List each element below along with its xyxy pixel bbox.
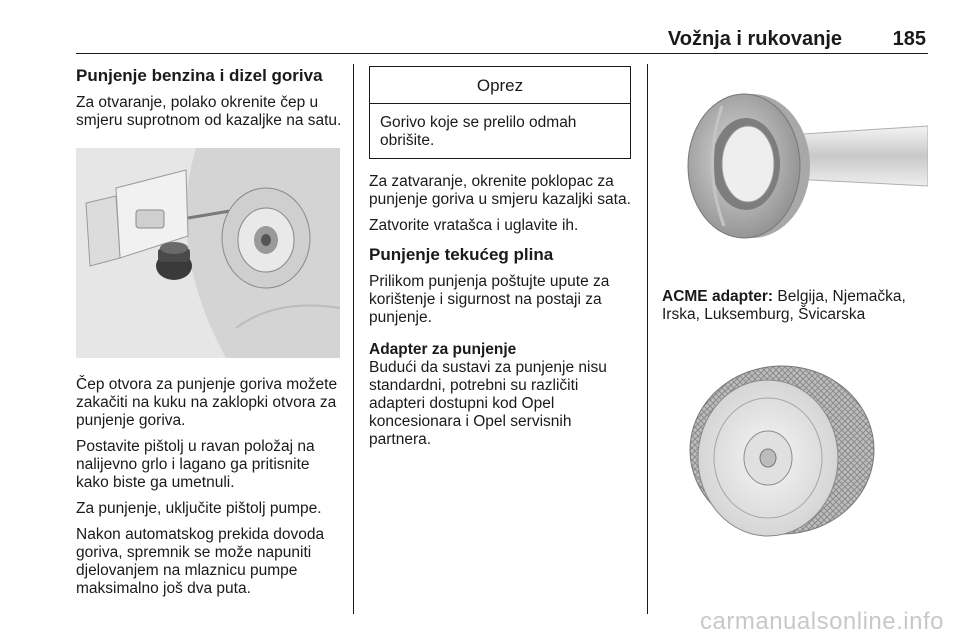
paragraph: Nakon automatskog prekida dovoda goriva, spremnik se može napuniti djelovanjem na mlaznicu pumpe maksimalno još dva puta.	[76, 526, 325, 597]
paragraph: Za zatvaranje, okrenite poklopac za punjenje goriva u smjeru kazaljki sata.	[369, 173, 631, 208]
page-number: 185	[892, 28, 926, 50]
section-title: Vožnja i rukovanje	[667, 28, 842, 50]
knurled-adapter-image	[662, 340, 928, 560]
column-divider	[353, 64, 354, 614]
paragraph: Prilikom punjenja poštujte upute za korištenje i sigurnost na postaji za punjenje.	[369, 273, 610, 326]
acme-adapter-illustration	[662, 66, 928, 276]
watermark: carmanualsonline.info	[700, 608, 944, 635]
subheading: Adapter za punjenje	[369, 341, 517, 358]
paragraph: Zatvorite vratašca i uglavite ih.	[369, 217, 579, 234]
section-heading: Punjenje tekućeg plina	[369, 245, 554, 264]
caution-title: Oprez	[370, 67, 630, 104]
caution-box	[369, 66, 631, 159]
caption-text: Belgija, Njemačka, Irska, Luksemburg, Švicarska	[662, 288, 906, 323]
column-right	[662, 66, 928, 560]
paragraph: Budući da sustavi za punjenje nisu standardni, potrebni su različiti adapteri dostupni kod Opel koncesionara i Opel servisnih partnera.	[369, 359, 607, 448]
caption-label: ACME adapter:	[662, 288, 774, 305]
paragraph: Postavite pištolj u ravan položaj na nalijevno grlo i lagano ga pritisnite kako biste ga umetnuli.	[76, 438, 315, 491]
paragraph: Za punjenje, uključite pištolj pumpe.	[76, 500, 322, 517]
paragraph: Za otvaranje, polako okrenite čep u smjeru suprotnom od kazaljke na satu.	[76, 94, 342, 129]
column-middle	[369, 66, 635, 457]
column-divider	[647, 64, 648, 614]
column-left	[76, 66, 342, 606]
fuel-cap-illustration	[76, 148, 340, 358]
acme-adapter-image	[662, 66, 928, 276]
figure-caption	[662, 288, 928, 324]
paragraph: Čep otvora za punjenje goriva možete zakačiti na kuku na zaklopki otvora za punjenje goriva.	[76, 376, 338, 429]
header-rule	[76, 53, 928, 54]
page-header	[76, 26, 928, 54]
fuel-filler-image	[76, 148, 340, 358]
caution-text: Gorivo koje se prelilo odmah obrišite.	[380, 114, 577, 149]
section-heading: Punjenje benzina i dizel goriva	[76, 66, 323, 85]
adapter-knurled-illustration	[662, 340, 928, 560]
